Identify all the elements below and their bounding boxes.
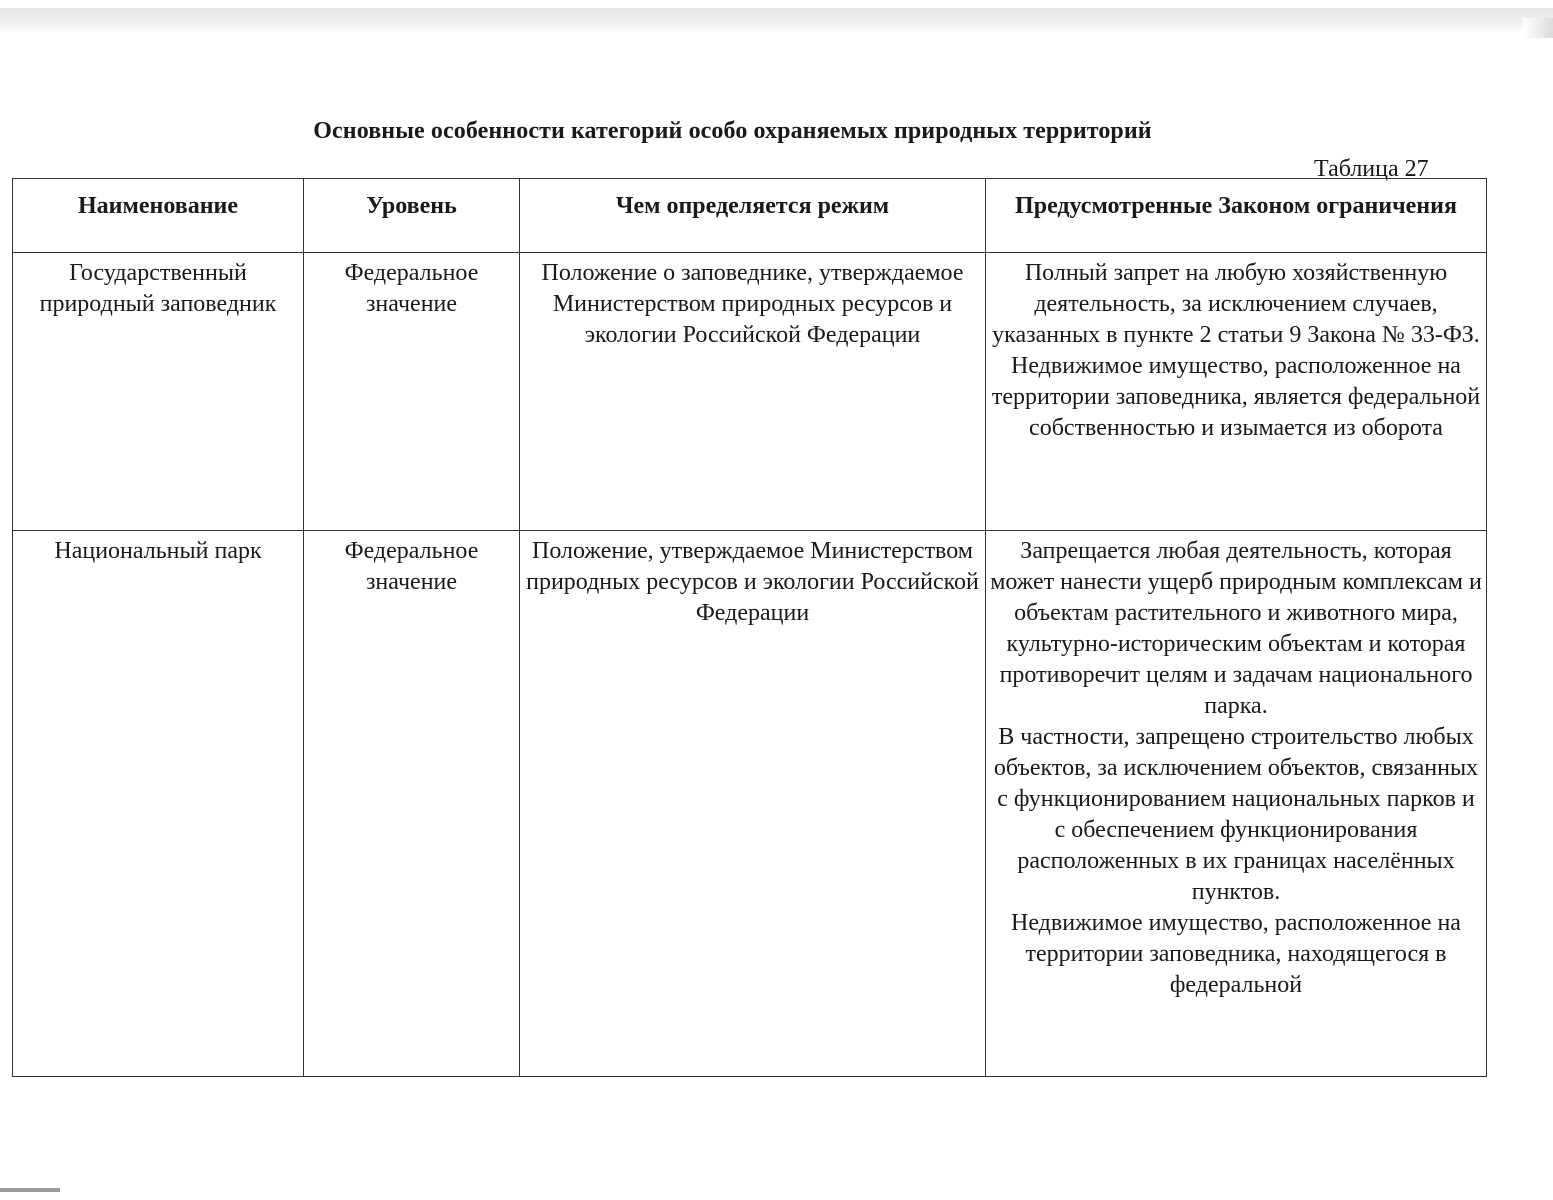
protected-areas-table bbox=[12, 178, 1487, 1077]
table-row bbox=[13, 253, 1487, 531]
cell-restrictions bbox=[986, 253, 1487, 531]
restriction-paragraph: Недвижимое имущество, расположенное на территории заповедника, является федеральной собственностью и изымается из оборота bbox=[991, 353, 1481, 441]
cell-restrictions bbox=[986, 531, 1487, 1077]
cell-regime: Положение, утверждаемое Министерством природных ресурсов и экологии Российской Федерации bbox=[520, 531, 986, 1077]
cell-name: Национальный парк bbox=[13, 531, 304, 1077]
cell-name: Государственный природный заповедник bbox=[13, 253, 304, 531]
header-name: Наименование bbox=[13, 179, 304, 253]
restriction-paragraph: В частности, запрещено строительство любых объектов, за исключением объектов, связанных с функционированием национальных парков и с обеспечением функционирования расположенных в их границах населённых пунктов. bbox=[993, 724, 1479, 905]
header-restrictions: Предусмотренные Законом ограничения bbox=[986, 179, 1487, 253]
cell-level: Федеральное значение bbox=[304, 531, 520, 1077]
header-regime: Чем определяется режим bbox=[520, 179, 986, 253]
scan-bottom-mark bbox=[0, 1188, 60, 1192]
table-header-row bbox=[13, 179, 1487, 253]
restriction-paragraph: Недвижимое имущество, расположенное на территории заповедника, находящегося в федеральной bbox=[1011, 910, 1461, 998]
table-number-label: Таблица 27 bbox=[1314, 156, 1429, 182]
restriction-paragraph: Запрещается любая деятельность, которая может нанести ущерб природным комплексам и объектам растительного и животного мира, культурно-историческим объектам и которая противоречит целям и задачам национального парка. bbox=[990, 538, 1482, 719]
document-title: Основные особенности категорий особо охраняемых природных территорий bbox=[313, 118, 1152, 144]
header-level: Уровень bbox=[304, 179, 520, 253]
scan-corner-shadow bbox=[1523, 18, 1553, 38]
cell-regime: Положение о заповеднике, утверждаемое Министерством природных ресурсов и экологии Российской Федерации bbox=[520, 253, 986, 531]
scan-top-edge bbox=[0, 8, 1553, 34]
cell-level: Федеральное значение bbox=[304, 253, 520, 531]
restriction-paragraph: Полный запрет на любую хозяйственную деятельность, за исключением случаев, указанных в пункте 2 статьи 9 Закона № 33-ФЗ. bbox=[992, 260, 1480, 348]
table-row bbox=[13, 531, 1487, 1077]
